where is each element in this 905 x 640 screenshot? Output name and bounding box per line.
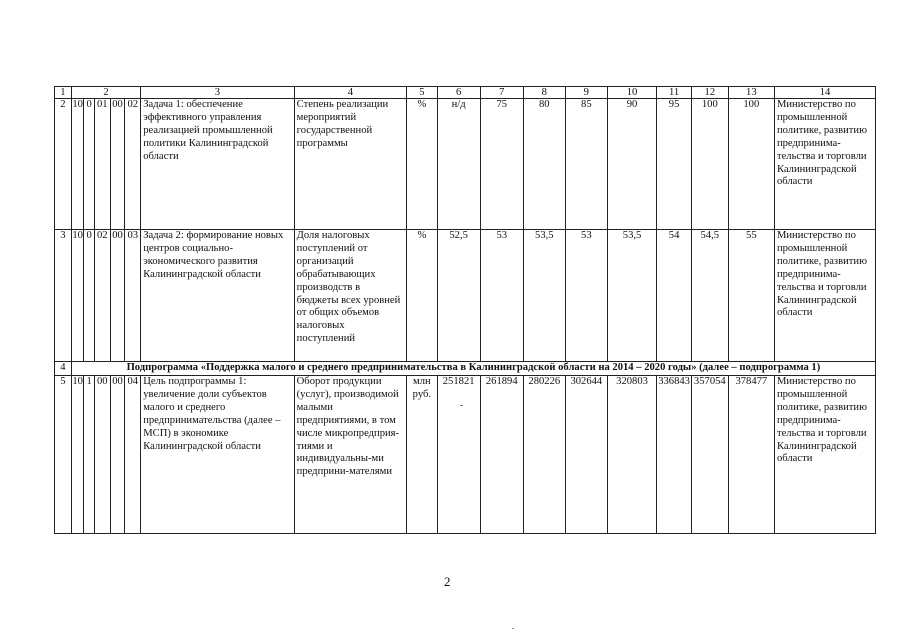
value-cell: 54,5 bbox=[691, 230, 728, 362]
page-number: 2 bbox=[444, 574, 451, 589]
code-cell: 03 bbox=[125, 230, 141, 362]
row-number: 5 bbox=[55, 376, 72, 534]
header-cell: 14 bbox=[774, 87, 875, 99]
responsible-cell: Министерство по промышленной политике, развитию предпринима-тельства и торговли Калининградской области bbox=[774, 376, 875, 534]
header-cell: 4 bbox=[294, 87, 406, 99]
value-cell: 52,5 bbox=[437, 230, 480, 362]
value-cell: 251821 bbox=[437, 376, 480, 534]
task-cell: Цель подпрограммы 1: увеличение доли субъектов малого и среднего предпринимательства (далее – МСП) в экономике Калининградской области bbox=[141, 376, 294, 534]
unit-cell: % bbox=[407, 230, 437, 362]
value-cell: 75 bbox=[480, 99, 523, 230]
value-cell: 280226 bbox=[523, 376, 565, 534]
value-cell: н/д bbox=[437, 99, 480, 230]
code-cell: 10 bbox=[71, 376, 84, 534]
indicator-cell: Оборот продукции (услуг), производимой малыми предприятиями, в том числе микропредприя-тиями и индивидуальны-ми предприни-мателями bbox=[294, 376, 406, 534]
table-row bbox=[55, 230, 876, 362]
value-cell: 100 bbox=[691, 99, 728, 230]
scan-speck bbox=[512, 628, 514, 629]
code-cell: 00 bbox=[110, 376, 125, 534]
value-cell: 302644 bbox=[565, 376, 607, 534]
header-cell: 10 bbox=[607, 87, 656, 99]
header-cell: 11 bbox=[657, 87, 692, 99]
value-cell: 80 bbox=[523, 99, 565, 230]
row-number: 4 bbox=[55, 362, 72, 376]
header-cell: 1 bbox=[55, 87, 72, 99]
value-cell: 378477 bbox=[728, 376, 774, 534]
code-cell: 0 bbox=[84, 230, 95, 362]
row-number: 2 bbox=[55, 99, 72, 230]
header-cell: 13 bbox=[728, 87, 774, 99]
scan-speck bbox=[460, 405, 463, 406]
responsible-cell: Министерство по промышленной политике, развитию предпринима-тельства и торговли Калининградской области bbox=[774, 99, 875, 230]
header-cell: 3 bbox=[141, 87, 294, 99]
header-cell: 8 bbox=[523, 87, 565, 99]
value-cell: 55 bbox=[728, 230, 774, 362]
value-cell: 90 bbox=[607, 99, 656, 230]
task-cell: Задача 2: формирование новых центров социально-экономического развития Калининградской области bbox=[141, 230, 294, 362]
value-cell: 336843 bbox=[657, 376, 692, 534]
code-cell: 0 bbox=[84, 99, 95, 230]
code-cell: 00 bbox=[94, 376, 110, 534]
table-row bbox=[55, 99, 876, 230]
header-cell: 6 bbox=[437, 87, 480, 99]
code-cell: 02 bbox=[125, 99, 141, 230]
code-cell: 02 bbox=[94, 230, 110, 362]
header-cell: 2 bbox=[71, 87, 140, 99]
subprogram-title: Подпрограмма «Поддержка малого и среднего предпринимательства в Калининградской области на 2014 – 2020 годы» (далее – подпрограмма 1) bbox=[71, 362, 875, 376]
indicator-cell: Доля налоговых поступлений от организаций обрабатывающих производств в бюджеты всех уровней от общих объемов налоговых поступлений bbox=[294, 230, 406, 362]
unit-cell: % bbox=[407, 99, 437, 230]
header-cell: 9 bbox=[565, 87, 607, 99]
value-cell: 53,5 bbox=[523, 230, 565, 362]
code-cell: 00 bbox=[110, 230, 125, 362]
header-cell: 12 bbox=[691, 87, 728, 99]
code-cell: 10 bbox=[71, 99, 84, 230]
value-cell: 54 bbox=[657, 230, 692, 362]
value-cell: 53 bbox=[480, 230, 523, 362]
row-number: 3 bbox=[55, 230, 72, 362]
value-cell: 85 bbox=[565, 99, 607, 230]
code-cell: 01 bbox=[94, 99, 110, 230]
header-cell: 7 bbox=[480, 87, 523, 99]
subprogram-row bbox=[55, 362, 876, 376]
header-row bbox=[55, 87, 876, 99]
code-cell: 00 bbox=[110, 99, 125, 230]
task-cell: Задача 1: обеспечение эффективного управления реализацией промышленной политики Калининградской области bbox=[141, 99, 294, 230]
value-cell: 95 bbox=[657, 99, 692, 230]
indicator-cell: Степень реализации мероприятий государственной программы bbox=[294, 99, 406, 230]
value-cell: 357054 bbox=[691, 376, 728, 534]
value-cell: 320803 bbox=[607, 376, 656, 534]
unit-cell: млн руб. bbox=[407, 376, 437, 534]
code-cell: 1 bbox=[84, 376, 95, 534]
value-cell: 100 bbox=[728, 99, 774, 230]
value-cell: 53,5 bbox=[607, 230, 656, 362]
value-cell: 261894 bbox=[480, 376, 523, 534]
responsible-cell: Министерство по промышленной политике, развитию предпринима-тельства и торговли Калининградской области bbox=[774, 230, 875, 362]
indicators-table bbox=[54, 86, 876, 534]
table-row bbox=[55, 376, 876, 534]
value-cell: 53 bbox=[565, 230, 607, 362]
code-cell: 04 bbox=[125, 376, 141, 534]
header-cell: 5 bbox=[407, 87, 437, 99]
code-cell: 10 bbox=[71, 230, 84, 362]
